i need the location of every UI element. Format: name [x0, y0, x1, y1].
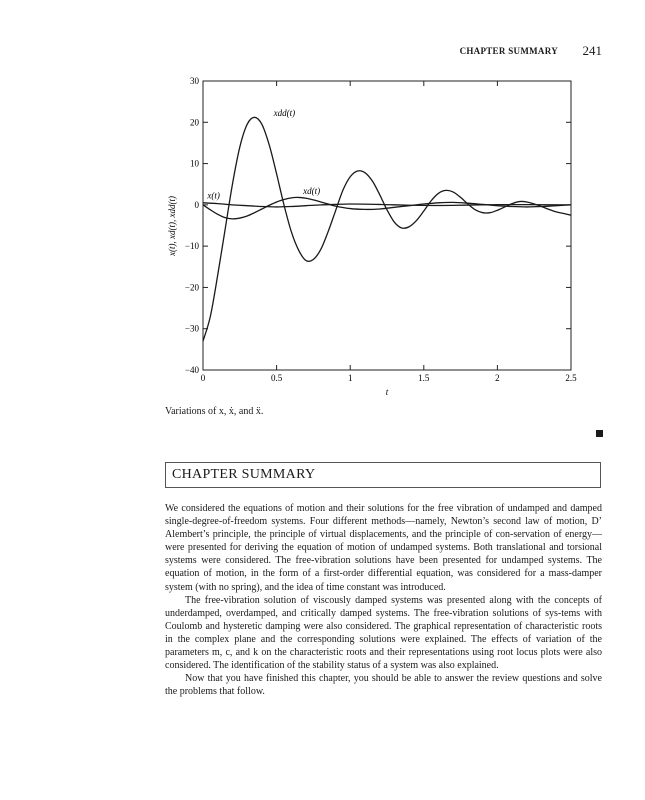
section-heading-box: [165, 462, 601, 488]
y-tick-label: 0: [194, 199, 199, 210]
y-tick-label: 30: [190, 76, 199, 86]
x-tick-label: 0: [200, 373, 206, 383]
section-body: [165, 502, 602, 698]
paragraph-3: Now that you have finished this chapter, you should be able to answer the review questions and solve the problems that follow.: [165, 673, 602, 698]
x-tick-label: 2: [495, 373, 500, 383]
running-title: CHAPTER SUMMARY: [459, 46, 558, 56]
page-number: 241: [582, 43, 602, 58]
y-tick-label: −20: [184, 282, 199, 293]
figure-caption: Variations of x, ẋ, and ẍ.: [165, 406, 264, 417]
x-axis-label: t: [385, 387, 389, 397]
response-plot: [160, 70, 600, 400]
y-axis-label: x(t), xd(t), xdd(t): [167, 196, 177, 256]
plot-frame: [203, 81, 571, 370]
response-plot-svg: [160, 70, 600, 400]
series-line-xddt: [203, 117, 571, 341]
x-tick-label: 0.5: [270, 373, 283, 383]
series-label-xt: x(t): [207, 190, 220, 201]
paragraph-1: We considered the equations of motion and their solutions for the free vibration of undamped and damped single-degree-of-freedom systems. Four different methods—namely, Newton’s second law of motion, D’ Alembert’s principle, the principle of virtual displacements, and the principle of con-servation of energy—were presented for deriving the equation of motion of undamped systems. Both translational and torsional systems were considered. The free-vibration solutions have been presented for undamped systems. The equation of motion, in the form of a first-order differential equation, was considered for a mass-damper system (with no spring), and the idea of time constant was introduced.: [165, 503, 602, 593]
x-tick-label: 1.5: [418, 373, 430, 383]
series-line-xdt: [203, 197, 571, 218]
x-tick-label: 1: [347, 373, 353, 383]
end-of-example-mark: [596, 430, 603, 437]
running-head: [420, 44, 602, 60]
series-label-xddt: xdd(t): [273, 108, 296, 119]
paragraph-2: The free-vibration solution of viscously damped systems was presented along with the concepts of underdamped, overdamped, and critically damped systems. The free-vibration solutions of sys-tems with Coulomb and hysteretic damping were also considered. The graphical representation of characteristic roots in the complex plane and the corresponding solutions were explained. The effects of variation of the parameters m, c, and k on the characteristic roots and their representations using root locus plots were also considered. The identification of the stability status of a system was also explained.: [165, 594, 602, 672]
y-tick-label: 20: [190, 117, 199, 128]
y-tick-label: −10: [184, 241, 199, 252]
x-tick-label: 2.5: [565, 373, 577, 383]
y-tick-label: 10: [190, 158, 199, 169]
y-tick-label: −30: [184, 323, 199, 334]
series-label-xdt: xd(t): [303, 186, 321, 197]
section-title: CHAPTER SUMMARY: [172, 467, 316, 482]
y-tick-label: −40: [184, 365, 199, 375]
